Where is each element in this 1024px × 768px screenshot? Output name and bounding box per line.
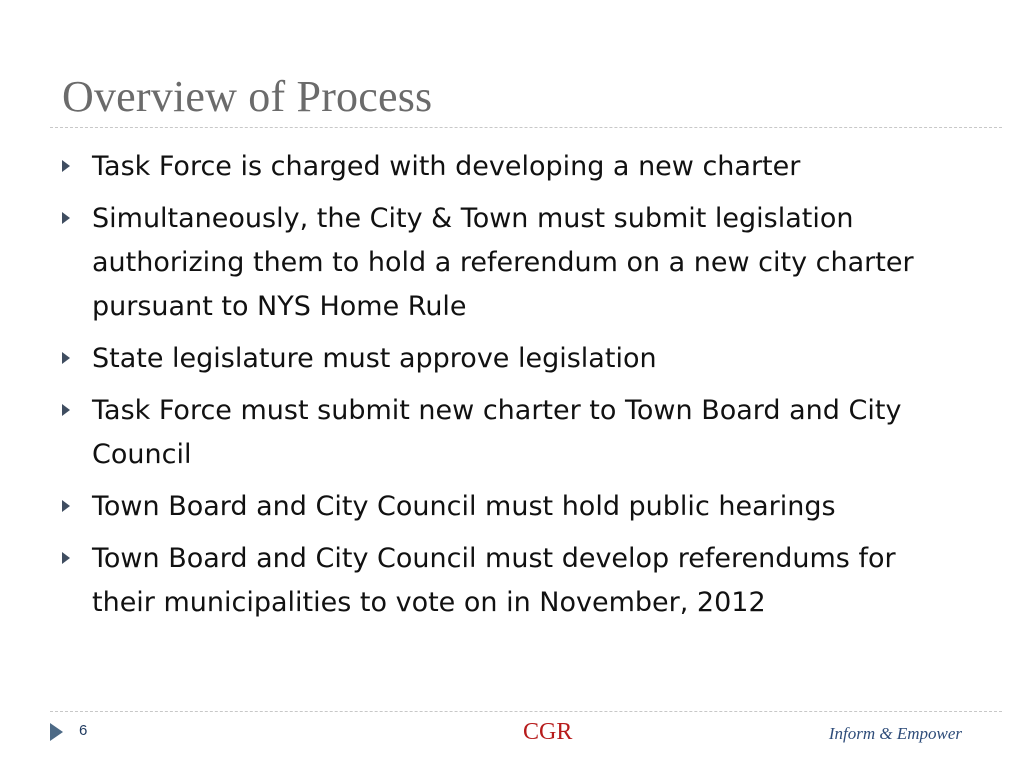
footer-divider (50, 711, 1002, 712)
page-number: 6 (79, 722, 88, 739)
bullet-text: Task Force is charged with developing a new charter (92, 151, 801, 182)
bullet-item (62, 197, 962, 329)
bullet-text: Simultaneously, the City & Town must submit legislation authorizing them to hold a referendum on a new city charter pursuant to NYS Home Rule (92, 203, 914, 322)
bullet-list (62, 145, 962, 633)
triangle-right-icon (62, 352, 70, 364)
bullet-text: State legislature must approve legislation (92, 343, 657, 374)
bullet-item (62, 485, 962, 529)
triangle-right-icon (62, 160, 70, 172)
bullet-text: Task Force must submit new charter to Town Board and City Council (92, 395, 902, 470)
bullet-item (62, 145, 962, 189)
bullet-item (62, 337, 962, 381)
slide-title: Overview of Process (62, 72, 433, 121)
cgr-logo: CGR (523, 719, 573, 745)
footer-tagline: Inform & Empower (828, 724, 962, 743)
triangle-right-icon (50, 723, 63, 741)
triangle-right-icon (62, 500, 70, 512)
bullet-text: Town Board and City Council must develop referendums for their municipalities to vote on in November, 2012 (92, 543, 896, 618)
bullet-item (62, 537, 962, 625)
bullet-text: Town Board and City Council must hold public hearings (92, 491, 836, 522)
triangle-right-icon (62, 404, 70, 416)
triangle-right-icon (62, 212, 70, 224)
title-divider (50, 127, 1002, 128)
triangle-right-icon (62, 552, 70, 564)
bullet-item (62, 389, 962, 477)
